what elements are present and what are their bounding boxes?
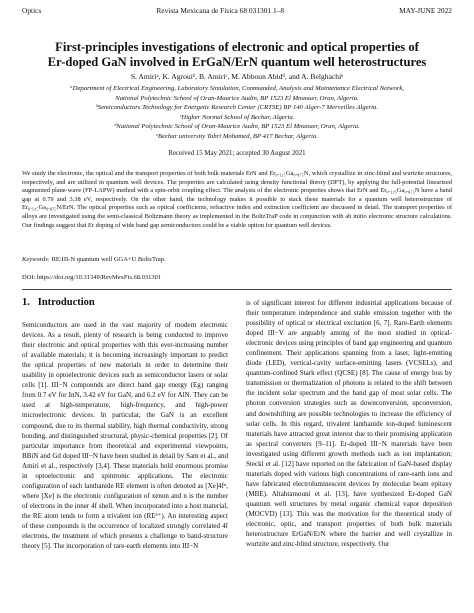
affiliations — [50, 84, 424, 142]
section-number: 1. — [22, 297, 30, 308]
author-list: S. Amiriᵃ, K. Agrouiᵇ, B. Amiriᶜ, M. Abboun Abidᵈ, and A. Belghachiᵉ — [130, 72, 344, 81]
header-journal: Revista Mexicana de Física 68 031301 1–8 — [156, 6, 285, 15]
body-paragraph: Semiconductors are used in the vast majority of modern electronic devices. As a result, plenty of research is being conducted to improve their electronic and optical properties with this ever-increasing number of available materials; it is becoming increasingly important to predict the optical properties of new materials in order to determine their usability in optoelectronic devices such as semiconductor lasers or solar cells [1]. III−N compounds are direct band gap energy (Eg) ranging from 0.7 eV for InN, 3.42 eV for GaN, and 6.2 eV for AlN. They can be used at high-temperature, high-frequency, and high-power microelectronic devices. In particular, the GaN is an excellent compound, due to its thermal stability, high thermal conductivity, strong bonding, and distinguished structural, physic-chemical properties [2]. Of particular importance from theoretical and experimental viewpoints, BBiN and Gd doped III−N have been studied in detail by Sam et al., and Amiri et al., respectively [3,4]. These materials hold enormous promise in optoelectronic and spintronic applications. The electronic configuration of each lanthanide RE element is often denoted as [Xe]4fⁿ, where [Xe] is the electronic configuration of xenon and n is the number of electrons in the inner 4f shell. When incorporated into a host material, the RE atom tends to form a trivalent ion (RE³⁺). An interesting aspect of these compounds is the occurrence of localized strongly correlated 4f electrons, the treatment of which presents a challenge to band-structure theory [5]. The incorporation of rare-earth elements into III−N — [22, 321, 228, 551]
keywords-text: RE:III-N quantum well GGA+U BoltzTrap. — [51, 256, 166, 263]
right-column — [246, 298, 452, 549]
affiliation: National Polytechnic School of Oran-Maurice Audin, BP 1523 El Mnaouer, Oran, Algeria. — [115, 94, 359, 102]
body-paragraph: is of significant interest for different industrial applications because of their temperature independence and stable emission together with the possibility of optical or electrical excitation [6, 7]. Rare-Earth elements doped III−V are arguably among of the most studied in optical-electronic devices using principles of band gap engineering and quantum confinement. Their applications spanning from a laser, light-emitting diode (LED), vertical-cavity surface-emitting lasers (VCSELs), and quantum-confined Stark effect (QCSE) [8]. The cause of energy loss by transmission or thermalization of photons is related to the shift between the incident solar spectrum and the band gap of most solar cells. The photon conversion strategies such as downconversion, upconversion, and downshifting are possible technologies to increase the efficiency of solar cells. In this regard, trivalent lanthanide ion-doped luminescent materials have attracted great interest due to their promising application as spectral converters [9–11]. Er-doped III−N materials have been investigated using different growth methods such as ion implantation; Steckl et al. [12] have reported on the fabrication of GaN-based display materials doped with various high concentrations of rare-earth ions and have fabricated electroluminescent devices by molecular beam epitaxy (MBE). Altahtamouni et al. [13], have synthesized Er-doped GaN quantum well structures by metal organic chemical vapor deposition (MOCVD) [13]. This was the motivation for the theoretical study of electronic, optic, and transport properties of both bulk materials heterostructure ErGaN/ErN where the barrier and well crystallize in wurtzite and zinc-blind structure, respectively. Our — [246, 299, 452, 549]
title-line-2: Er-doped GaN involved in ErGaN/ErN quantum well heterostructures — [47, 54, 427, 69]
abstract: We study the electronic, the optical and the transport properties of both bulk materials ErN and Er₀.₁₂₅Ga₀.₈₇₅N, which crystallize in zinc-blind and wurtzite structures, respectively, and are utilized in quantum well devices. The properties are calculated using density functional theory (DFT), by applying the full-potential linearized augmented plane-wave (FP-LAPW) method with a spin-orbit coupling effect. The analysis of the electronic properties shows that ErN and Er₀.₁₂₅Ga₀.₈₇₅N have a band gap at 0.79 and 3.38 eV, respectively. On the other hand, the technology makes it possible to stack these materials for a quantum well heterostructure of Er₀.₁₂₅Ga₀.₈₇₅N/ErN. The optical properties such as optical coefficients, refractive index and extinction coefficient are discussed in detail. The transport properties of alloys are investigated using the semi-classical Boltzmann theory as implemented in the BoltzTraP code in conjunction with ab initio electronic structure calculations. Our findings suggest that Er doping of wide band gap semiconductors could be a viable option for quantum well devices. — [22, 170, 452, 229]
received-dates: Received 15 May 2021; accepted 30 August 2021 — [168, 150, 306, 157]
title-line-1: First-principles investigations of electronic and optical properties of — [55, 40, 419, 54]
doi-link[interactable]: https://doi.org/10.31349/RevMexFis.68.031301 — [36, 274, 162, 281]
affiliation: ᶜHigher Normal School of Bechar, Algeria. — [179, 113, 295, 121]
left-column — [22, 298, 228, 551]
keywords — [22, 256, 452, 263]
doi — [22, 274, 452, 281]
header-section: Optics — [22, 6, 42, 15]
divider — [22, 289, 452, 290]
paper-title — [30, 40, 444, 69]
section-title: Introduction — [37, 297, 95, 308]
affiliation: ᵇSemiconductors Technology for Energetic Research Center (CRTSE) BP 140 Alger-7 Merveilles Algeria. — [95, 104, 379, 112]
affiliation: ᵉBechar university Tahri Mohamed, BP 417 Bechar, Algeria. — [156, 132, 318, 140]
keywords-label: Keywords: — [22, 256, 50, 263]
section-heading — [22, 298, 228, 308]
affiliation: ᵈNational Polytechnic School of Oran-Maurice Audin, BP 1523 El Mnaouer, Oran, Algeria. — [114, 123, 360, 131]
running-header — [22, 6, 452, 18]
doi-label: DOI: — [22, 274, 36, 281]
affiliation: ᵃDepartment of Electrical Engineering, Laboratory Simulation, Commanded, Analysis and Maintenance Electrical Network, — [69, 85, 405, 92]
header-date: MAY-JUNE 2022 — [399, 6, 452, 15]
